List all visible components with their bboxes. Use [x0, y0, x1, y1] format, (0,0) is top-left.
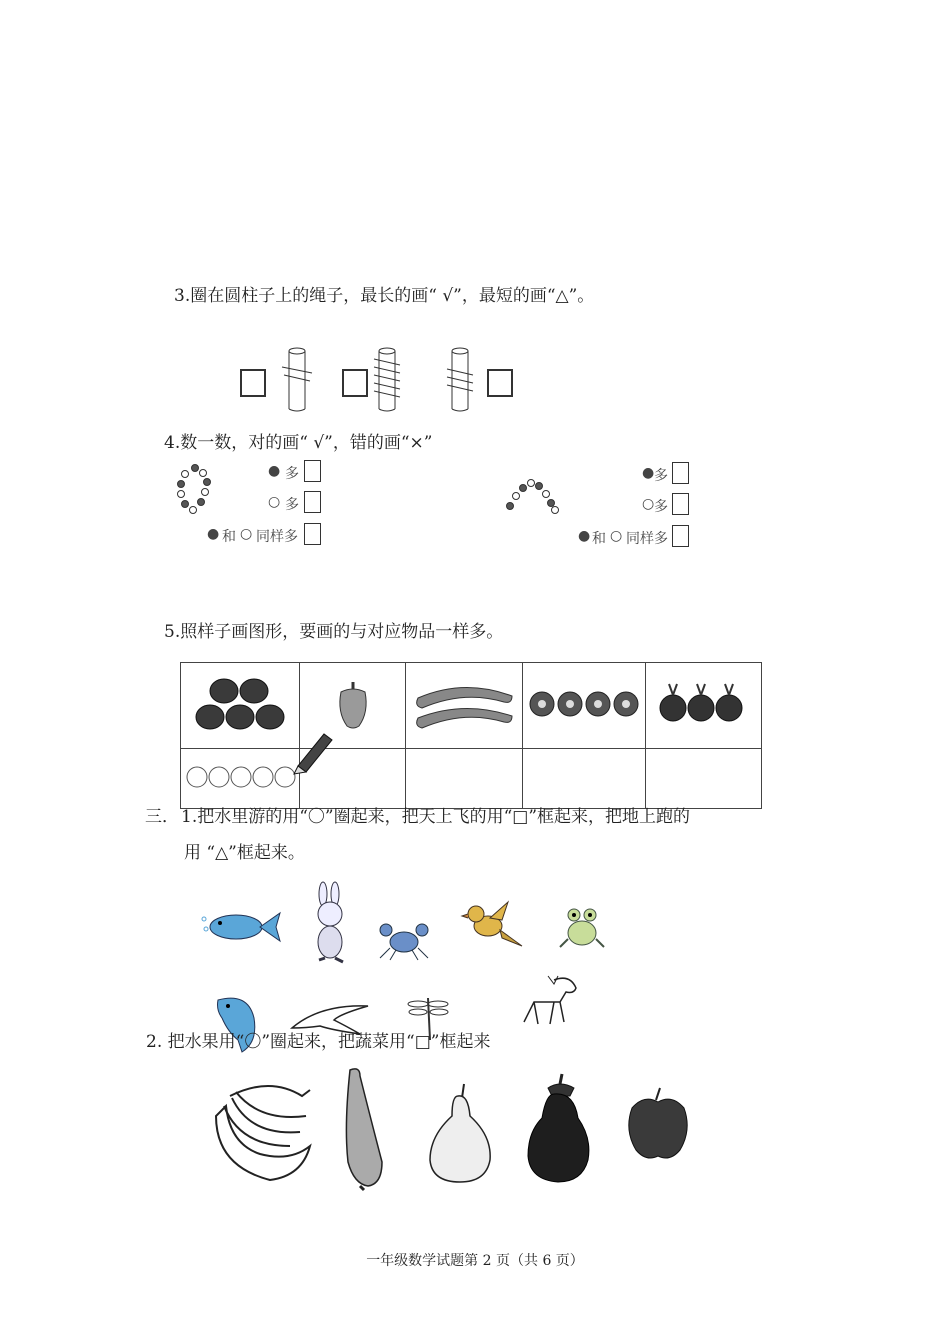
dark-bead-icon: ●: [642, 465, 655, 481]
pillar-3-image: [443, 345, 483, 415]
pillar-1-image: [280, 345, 320, 415]
draw-cell-flowers[interactable]: [523, 749, 646, 809]
pillar-2-image: [370, 345, 410, 415]
answer-box-q4-l3[interactable]: [304, 523, 321, 545]
pencil-icon: [284, 724, 334, 774]
apple-image[interactable]: [626, 1086, 690, 1162]
answer-box-1[interactable]: [240, 369, 266, 397]
crab-image[interactable]: [378, 918, 430, 962]
section-3-q2-text: 2. 把水果用“〇”圈起来，把蔬菜用“□”框起来: [146, 1032, 491, 1052]
option-label: 多: [654, 499, 668, 515]
draw-cell-radishes[interactable]: [645, 749, 761, 809]
question-5-text: 5.照样子画图形，要画的与对应物品一样多。: [164, 622, 504, 642]
bead-ring-image: [175, 464, 215, 520]
answer-box-q4-l2[interactable]: [304, 491, 321, 513]
light-bead-icon: ○: [610, 528, 623, 544]
option-label: 同样多: [626, 531, 668, 547]
radishes-image: [655, 680, 751, 728]
answer-box-q4-l1[interactable]: [304, 460, 321, 482]
answer-box-q4-r3[interactable]: [672, 525, 689, 547]
dark-bead-icon: ●: [578, 528, 591, 544]
tomatoes-cell: [181, 663, 300, 749]
pepper-image: [333, 678, 373, 730]
bead-string-image: [505, 476, 565, 516]
dark-bead-icon: ●: [268, 463, 281, 479]
fish-image[interactable]: [200, 905, 282, 949]
light-bead-icon: ○: [268, 494, 281, 510]
answer-box-3[interactable]: [487, 369, 513, 397]
question-4-text: 4.数一数，对的画“ √”，错的画“×”: [164, 433, 433, 453]
radishes-cell: [645, 663, 761, 749]
answer-box-2[interactable]: [342, 369, 368, 397]
dark-bead-icon: ●: [207, 526, 220, 542]
loofah-image[interactable]: [340, 1066, 386, 1190]
section-3-prefix: 三．: [145, 807, 179, 827]
sample-circles-image: [185, 763, 297, 791]
sample-circles-cell[interactable]: [181, 749, 300, 809]
page-footer: 一年级数学试题第 2 页（共 6 页）: [366, 1253, 584, 1269]
beans-cell: [406, 663, 523, 749]
section-3-q1-line2: 用 “△”框起来。: [184, 843, 305, 863]
option-label: 多: [285, 497, 299, 513]
section-3-q1-line1: 1.把水里游的用“〇”圈起来，把天上飞的用“□”框起来，把地上跑的: [181, 807, 691, 827]
option-label: 和: [222, 529, 236, 545]
pear-image[interactable]: [426, 1082, 496, 1184]
bananas-image[interactable]: [210, 1076, 314, 1188]
beans-image: [412, 678, 516, 730]
answer-box-q4-r1[interactable]: [672, 462, 689, 484]
eggplant-image[interactable]: [524, 1072, 594, 1184]
bird-image[interactable]: [462, 900, 524, 950]
option-label: 多: [285, 466, 299, 482]
tomatoes-image: [192, 673, 288, 735]
draw-cell-beans[interactable]: [406, 749, 523, 809]
rabbit-image[interactable]: [305, 884, 355, 966]
question-3-text: 3.圈在圆柱子上的绳子，最长的画“ √”，最短的画“△”。: [174, 286, 595, 306]
flowers-image: [528, 684, 640, 724]
light-bead-icon: ○: [642, 496, 655, 512]
answer-box-q4-r2[interactable]: [672, 493, 689, 515]
option-label: 同样多: [256, 529, 298, 545]
flowers-cell: [523, 663, 646, 749]
frog-image[interactable]: [558, 905, 606, 951]
drawing-table: [180, 662, 762, 809]
horse-image[interactable]: [514, 972, 580, 1030]
option-label: 多: [654, 468, 668, 484]
light-bead-icon: ○: [240, 526, 253, 542]
option-label: 和: [592, 531, 606, 547]
